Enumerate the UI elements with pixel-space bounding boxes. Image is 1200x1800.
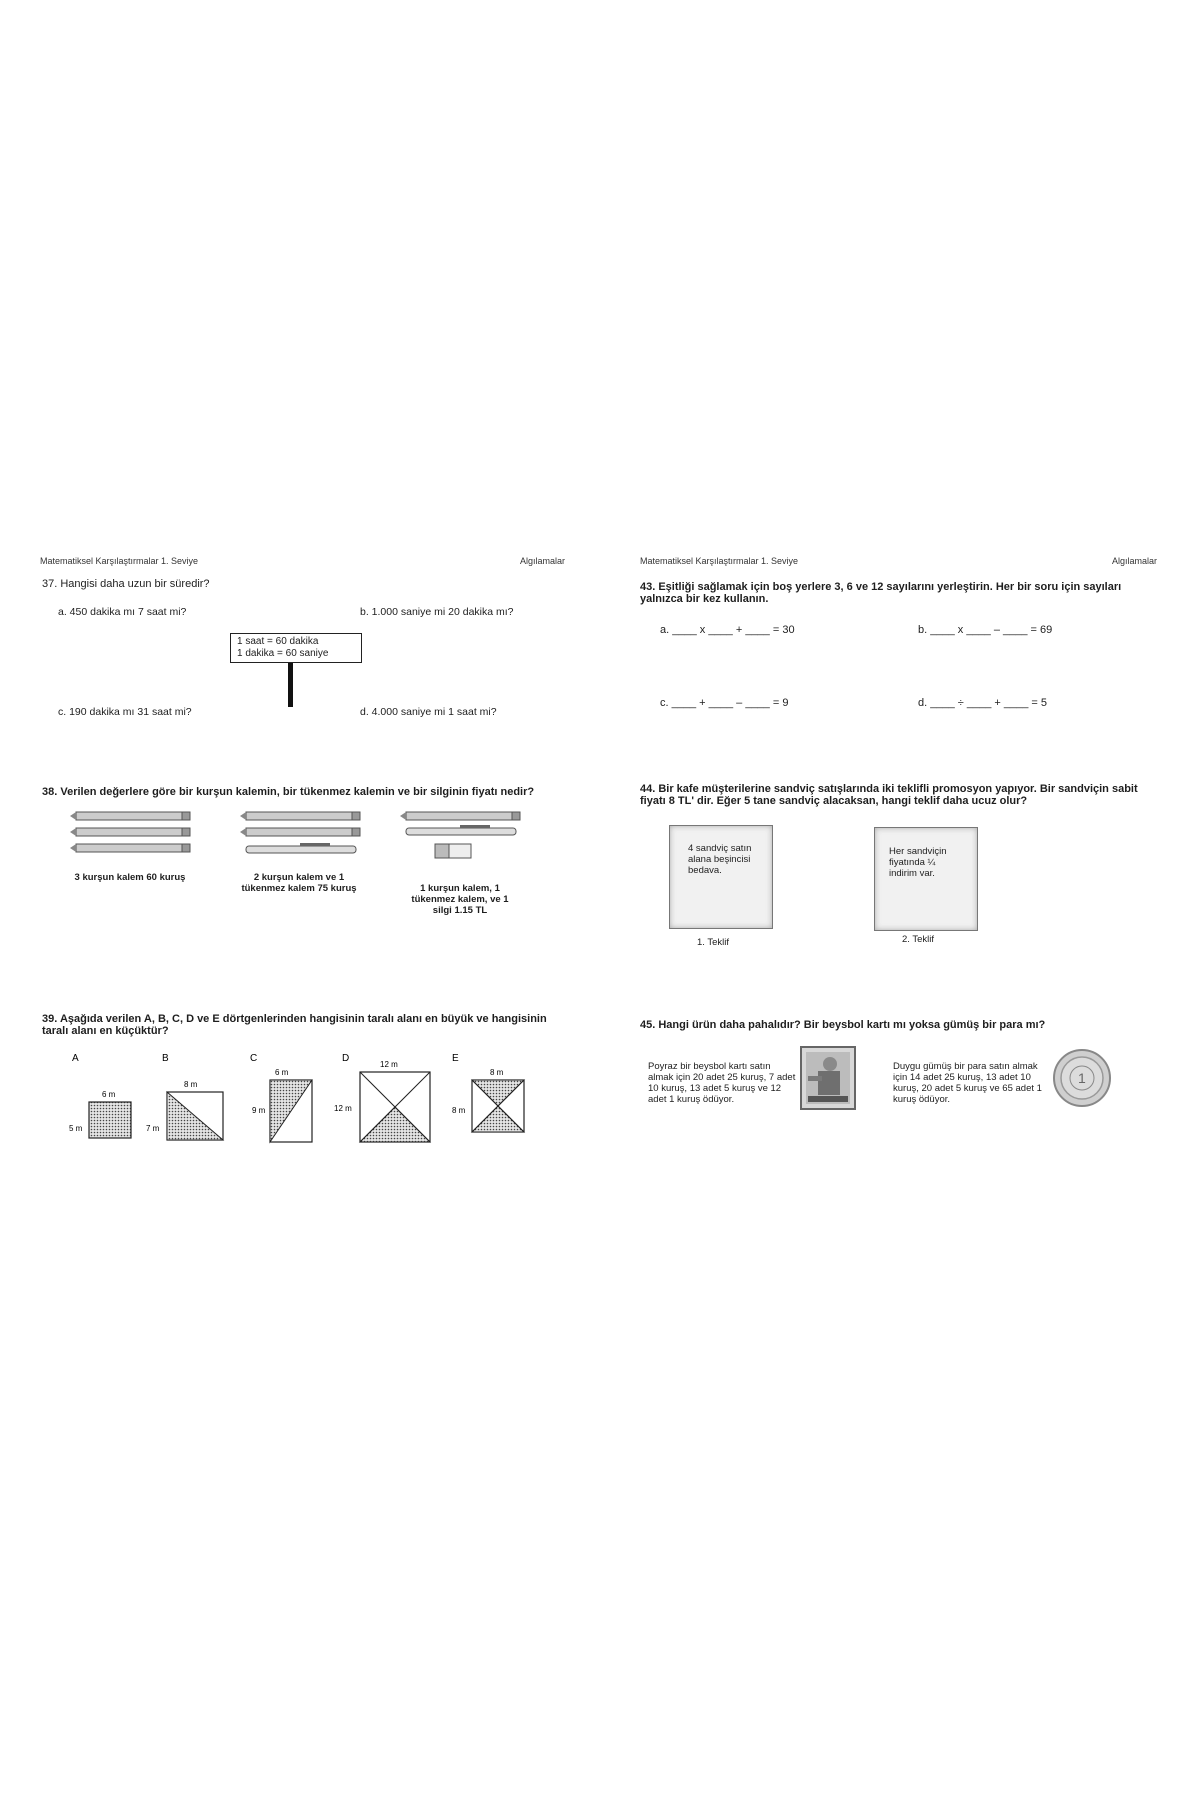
- svg-text:C: C: [250, 1053, 258, 1064]
- q37-title: 37. Hangisi daha uzun bir süredir?: [42, 578, 210, 590]
- q38-pencils-illustration: [70, 808, 530, 868]
- svg-text:1: 1: [1078, 1070, 1086, 1086]
- conversion-sign: [230, 633, 362, 663]
- q37-option-b: b. 1.000 saniye mi 20 dakika mı?: [360, 606, 514, 618]
- left-page-header-right: Algılamalar: [520, 556, 566, 566]
- offer-2-paper: [874, 827, 978, 931]
- svg-text:E: E: [452, 1053, 459, 1064]
- pencil-group-1: [70, 812, 190, 852]
- shape-e: [452, 1053, 524, 1132]
- svg-text:12 m: 12 m: [334, 1104, 352, 1113]
- pencil-group-2: [240, 812, 360, 853]
- q37-option-c: c. 190 dakika mı 31 saat mi?: [58, 706, 192, 718]
- silver-coin-image: [1052, 1048, 1112, 1108]
- q44-title: 44. Bir kafe müşterilerine sandviç satışlarında iki teklifli promosyon yapıyor. Bir sandviçin sabit fiyatı 8 TL' dir. Eğer 5 tane sandviç alacaksan, hangi teklif daha ucuz olur?: [640, 783, 1138, 807]
- svg-text:D: D: [342, 1053, 350, 1064]
- offer-2-label: 2. Teklif: [902, 934, 935, 945]
- q45-duygu-text: Duygu gümüş bir para satın almak için 14 adet 25 kuruş, 13 adet 10 kuruş, 20 adet 5 kuruş ve 65 adet 1 kuruş ödüyor.: [893, 1061, 1042, 1105]
- shape-d: [334, 1053, 430, 1142]
- q43-option-d: d. ____ ÷ ____ + ____ = 5: [918, 697, 1047, 709]
- svg-text:8 m: 8 m: [184, 1080, 198, 1089]
- pencil-group-3: [400, 812, 520, 858]
- q37-option-d: d. 4.000 saniye mi 1 saat mi?: [360, 706, 497, 718]
- svg-text:6 m: 6 m: [102, 1090, 116, 1099]
- offer-2-text: Her sandviçin fiyatında ¼ indirim var.: [889, 846, 947, 879]
- q38-caption-1: 3 kurşun kalem 60 kuruş: [74, 872, 186, 883]
- svg-text:8 m: 8 m: [490, 1068, 504, 1077]
- q38-caption-3: 1 kurşun kalem, 1 tükenmez kalem, ve 1 silgi 1.15 TL: [411, 883, 509, 916]
- offer-1-label: 1. Teklif: [697, 937, 730, 948]
- q39-title: 39. Aşağıda verilen A, B, C, D ve E dörtgenlerinden hangisinin taralı alanı en büyük ve hangisinin taralı alanı en küçüktür?: [42, 1013, 547, 1037]
- right-page-header: Matematiksel Karşılaştırmalar 1. Seviye: [640, 556, 799, 566]
- baseball-card-image: [800, 1046, 856, 1110]
- svg-text:8 m: 8 m: [452, 1106, 466, 1115]
- q39-shapes: [60, 1050, 540, 1160]
- shape-c: [250, 1053, 312, 1142]
- svg-text:9 m: 9 m: [252, 1106, 266, 1115]
- svg-text:A: A: [72, 1053, 79, 1064]
- q37-option-a: a. 450 dakika mı 7 saat mi?: [58, 606, 187, 618]
- svg-text:6 m: 6 m: [275, 1068, 289, 1077]
- right-page-header-right: Algılamalar: [1112, 556, 1158, 566]
- sign-line-1: 1 saat = 60 dakika: [237, 636, 319, 647]
- shape-a: [69, 1053, 131, 1138]
- svg-text:12 m: 12 m: [380, 1060, 398, 1069]
- offer-1-paper: [669, 825, 773, 929]
- q43-option-c: c. ____ + ____ – ____ = 9: [660, 697, 789, 709]
- left-page-header: Matematiksel Karşılaştırmalar 1. Seviye: [40, 556, 199, 566]
- q45-title: 45. Hangi ürün daha pahalıdır? Bir beysbol kartı mı yoksa gümüş bir para mı?: [640, 1019, 1046, 1031]
- q45-poyraz-text: Poyraz bir beysbol kartı satın almak için 20 adet 25 kuruş, 7 adet 10 kuruş, 13 adet 5 kuruş ve 12 adet 1 kuruş ödüyor.: [648, 1061, 796, 1105]
- svg-text:7 m: 7 m: [146, 1124, 160, 1133]
- offer-1-text: 4 sandviç satın alana beşincisi bedava.: [688, 843, 752, 876]
- q38-title: 38. Verilen değerlere göre bir kurşun kalemin, bir tükenmez kalemin ve bir silginin fiyatı nedir?: [42, 786, 535, 798]
- sign-line-2: 1 dakika = 60 saniye: [237, 648, 329, 659]
- svg-text:B: B: [162, 1053, 169, 1064]
- shape-b: [146, 1053, 223, 1140]
- q43-option-a: a. ____ x ____ + ____ = 30: [660, 624, 795, 636]
- q43-title: 43. Eşitliği sağlamak için boş yerlere 3, 6 ve 12 sayılarını yerleştirin. Her bir soru için sayıları yalnızca bir kez kullanın.: [640, 581, 1122, 605]
- q43-option-b: b. ____ x ____ – ____ = 69: [918, 624, 1053, 636]
- svg-text:5 m: 5 m: [69, 1124, 83, 1133]
- q38-caption-2: 2 kurşun kalem ve 1 tükenmez kalem 75 kuruş: [241, 872, 357, 894]
- sign-pole: [288, 663, 293, 707]
